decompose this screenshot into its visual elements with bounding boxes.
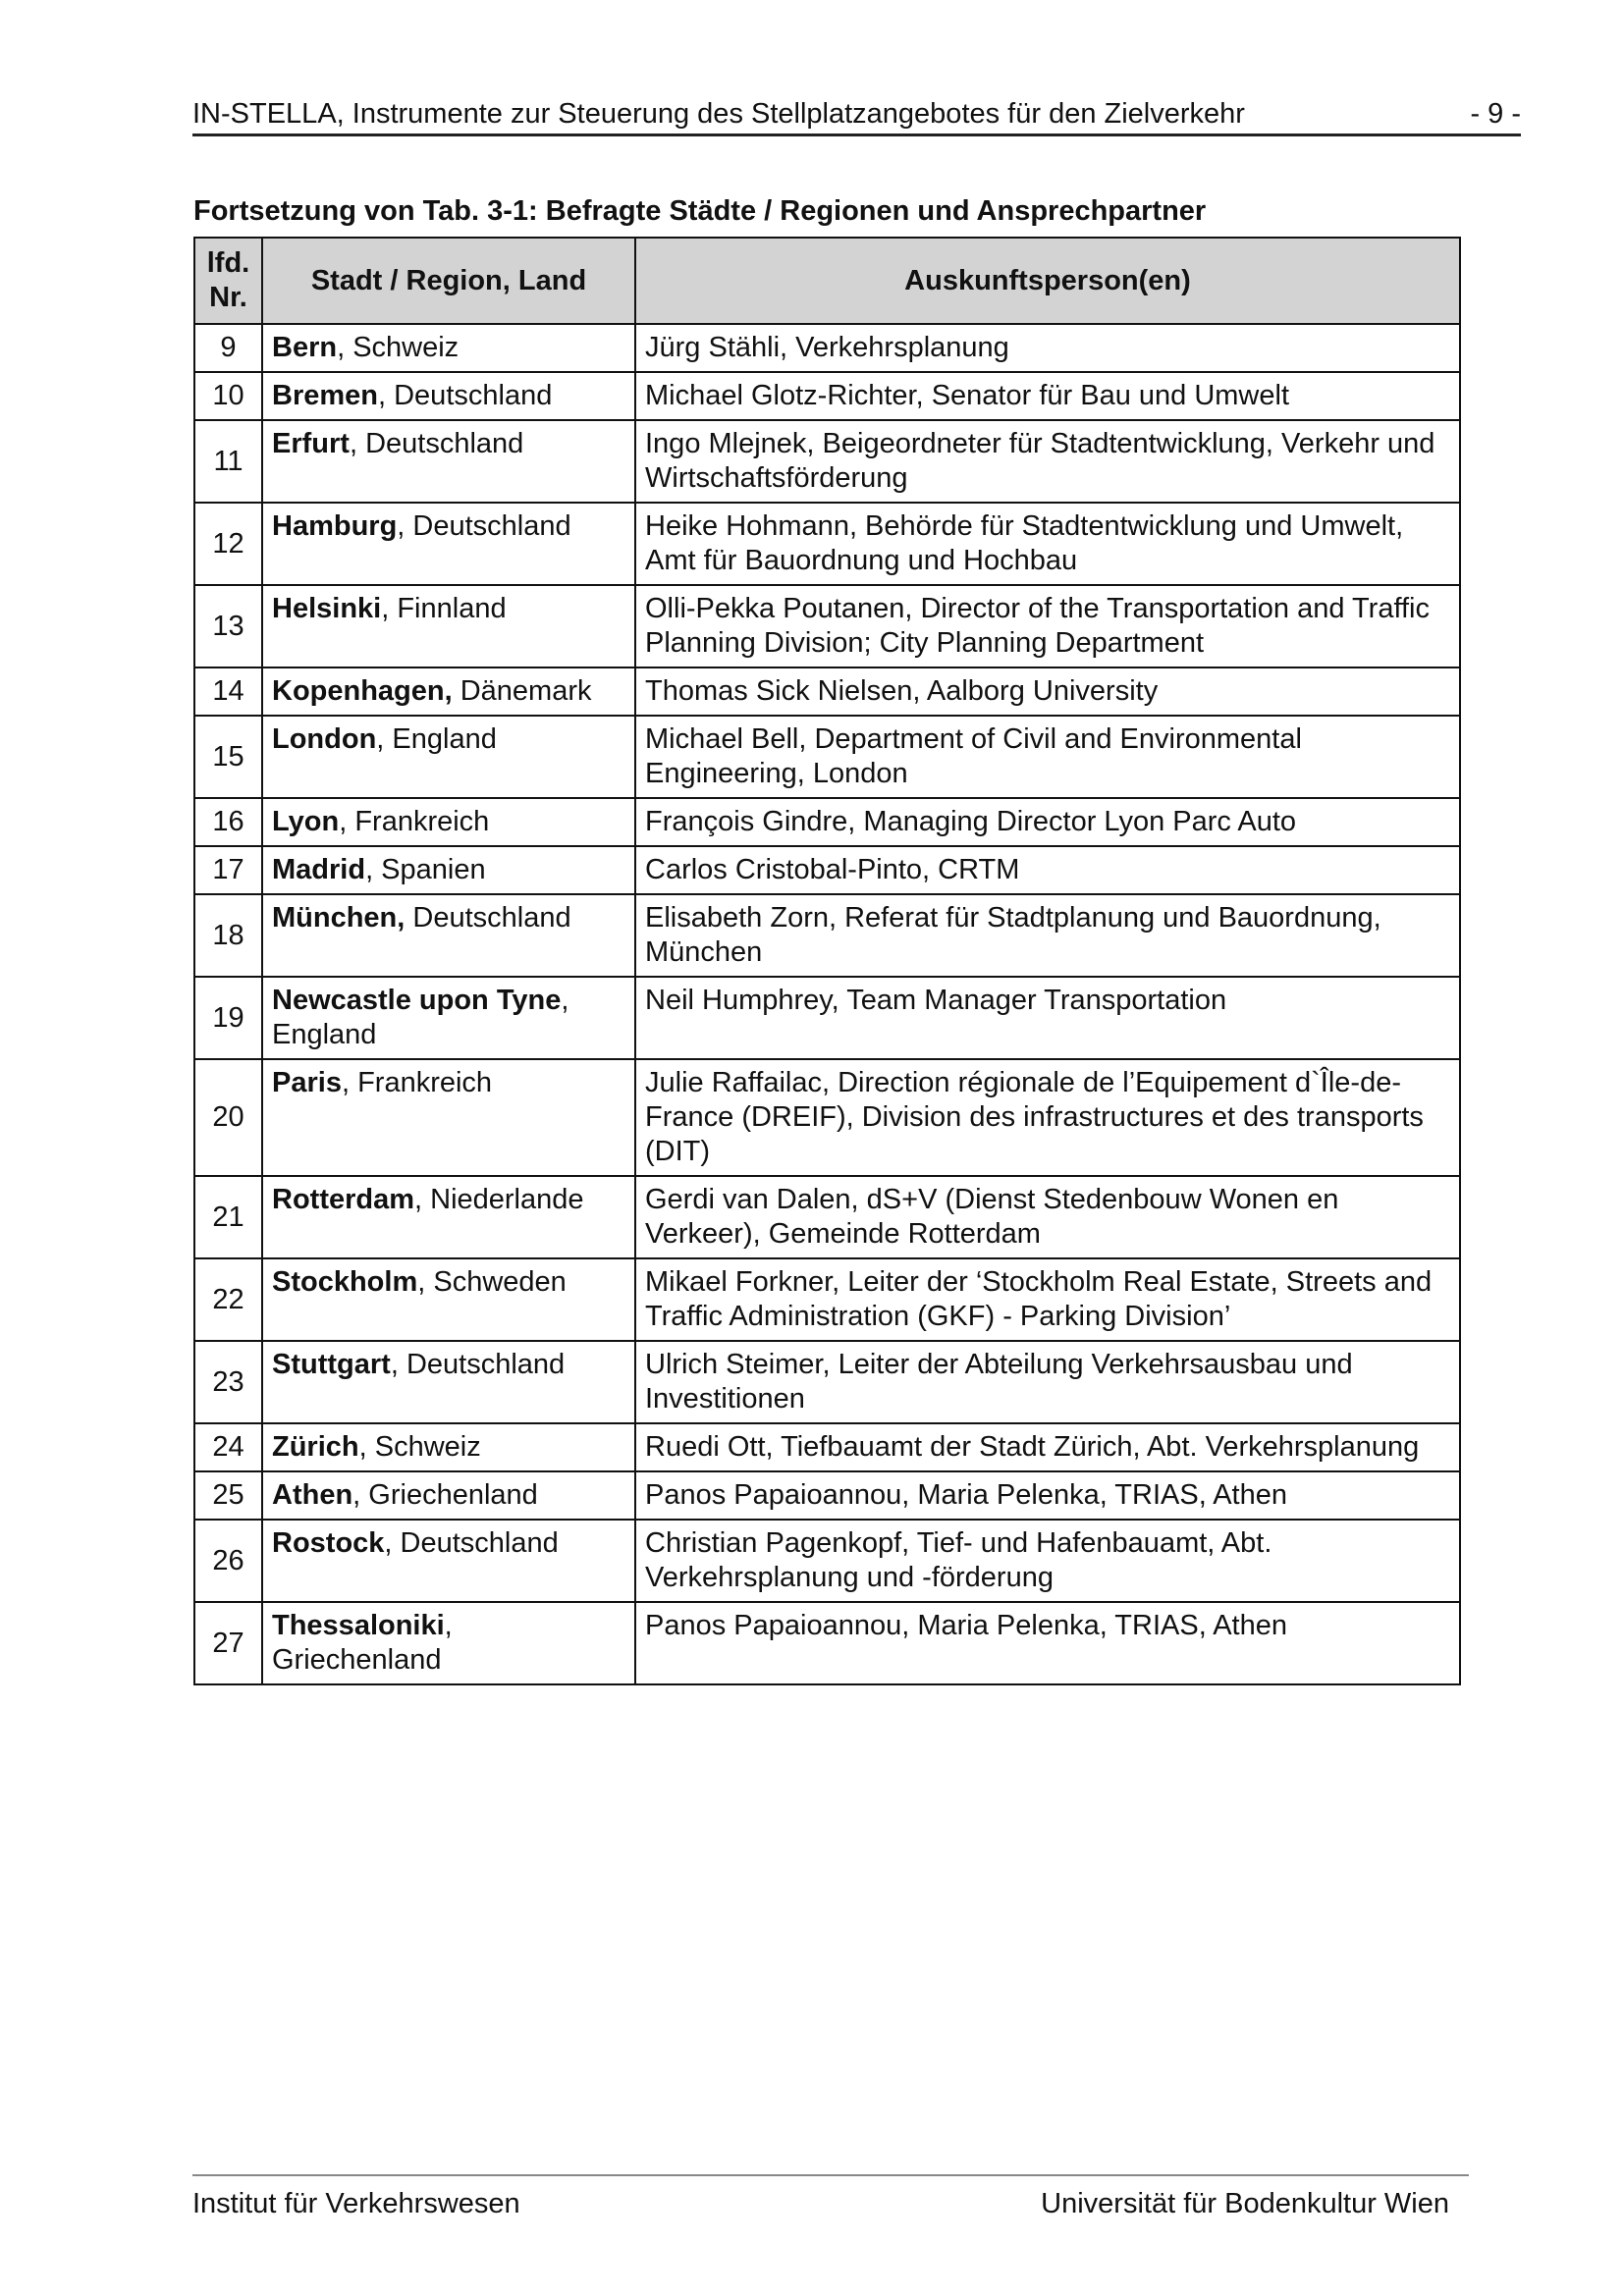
table-row <box>194 1176 1460 1258</box>
table-row <box>194 667 1460 716</box>
country-name: , Frankreich <box>341 1067 493 1098</box>
row-contact: Panos Papaioannou, Maria Pelenka, TRIAS, Athen <box>635 1471 1460 1520</box>
city-name: Madrid <box>272 854 366 885</box>
row-number: 12 <box>194 503 262 585</box>
row-city-cell <box>262 1520 635 1602</box>
row-contact: Elisabeth Zorn, Referat für Stadtplanung und Bauordnung, München <box>635 894 1460 977</box>
row-number: 27 <box>194 1602 262 1684</box>
city-name: Paris <box>272 1067 342 1098</box>
country-name: , Schweiz <box>337 332 460 363</box>
city-name: Athen <box>272 1479 353 1511</box>
table-row <box>194 372 1460 420</box>
row-number: 16 <box>194 798 262 846</box>
row-city-cell <box>262 503 635 585</box>
row-number: 19 <box>194 977 262 1059</box>
row-city-cell <box>262 1258 635 1341</box>
row-city-cell <box>262 716 635 798</box>
header-title: IN-STELLA, Instrumente zur Steuerung des Stellplatzangebotes für den Zielverkehr <box>192 98 1245 130</box>
row-number: 14 <box>194 667 262 716</box>
row-contact: Julie Raffailac, Direction régionale de l’Equipement d`Île-de-France (DREIF), Division des infrastructures et des transports (DIT) <box>635 1059 1460 1176</box>
row-city-cell <box>262 1602 635 1684</box>
city-name: München, <box>272 902 406 934</box>
column-header-nr <box>194 238 262 324</box>
row-number: 23 <box>194 1341 262 1423</box>
row-city-cell <box>262 372 635 420</box>
page-footer <box>192 2174 1469 2219</box>
row-contact: Christian Pagenkopf, Tief- und Hafenbauamt, Abt. Verkehrsplanung und -förderung <box>635 1520 1460 1602</box>
country-name: Deutschland <box>405 902 571 934</box>
city-name: Bern <box>272 332 338 363</box>
row-city-cell <box>262 420 635 503</box>
row-number: 25 <box>194 1471 262 1520</box>
table-row <box>194 1423 1460 1471</box>
country-name: , Finnland <box>381 593 507 624</box>
column-header-city: Stadt / Region, Land <box>262 238 635 324</box>
country-name: , Niederlande <box>414 1184 584 1215</box>
country-name: , England <box>376 723 497 755</box>
footer-institute: Institut für Verkehrswesen <box>192 2188 520 2219</box>
city-name: Kopenhagen, <box>272 675 453 707</box>
table-row <box>194 1258 1460 1341</box>
city-name: Bremen <box>272 380 378 411</box>
row-city-cell <box>262 798 635 846</box>
table-row <box>194 1059 1460 1176</box>
row-contact: Olli-Pekka Poutanen, Director of the Transportation and Traffic Planning Division; City Planning Department <box>635 585 1460 667</box>
column-header-nr-line2: Nr. <box>209 282 247 313</box>
country-name: , Griechenland <box>272 1610 453 1676</box>
row-city-cell <box>262 1471 635 1520</box>
country-name: , Griechenland <box>352 1479 538 1511</box>
city-name: Newcastle upon Tyne <box>272 985 562 1016</box>
row-number: 24 <box>194 1423 262 1471</box>
page-header <box>192 94 1521 136</box>
country-name: , Deutschland <box>378 380 553 411</box>
city-name: Rostock <box>272 1527 385 1559</box>
table-row <box>194 846 1460 894</box>
row-contact: Michael Bell, Department of Civil and Environmental Engineering, London <box>635 716 1460 798</box>
table-row <box>194 585 1460 667</box>
row-city-cell <box>262 324 635 372</box>
city-name: Erfurt <box>272 428 350 459</box>
footer-university: Universität für Bodenkultur Wien <box>1041 2188 1449 2219</box>
row-number: 26 <box>194 1520 262 1602</box>
table-row <box>194 1471 1460 1520</box>
row-contact: Michael Glotz-Richter, Senator für Bau und Umwelt <box>635 372 1460 420</box>
city-name: Zürich <box>272 1431 359 1463</box>
country-name: Dänemark <box>452 675 592 707</box>
row-contact: Ingo Mlejnek, Beigeordneter für Stadtentwicklung, Verkehr und Wirtschaftsförderung <box>635 420 1460 503</box>
country-name: , Spanien <box>365 854 486 885</box>
city-name: Helsinki <box>272 593 382 624</box>
row-city-cell <box>262 846 635 894</box>
table-body <box>194 324 1460 1684</box>
country-name: , Deutschland <box>397 510 571 542</box>
country-name: , Frankreich <box>339 806 490 837</box>
table-row <box>194 1341 1460 1423</box>
city-name: Hamburg <box>272 510 398 542</box>
row-number: 13 <box>194 585 262 667</box>
table-row <box>194 324 1460 372</box>
country-name: , Deutschland <box>349 428 524 459</box>
row-contact: François Gindre, Managing Director Lyon Parc Auto <box>635 798 1460 846</box>
city-name: Rotterdam <box>272 1184 415 1215</box>
row-contact: Thomas Sick Nielsen, Aalborg University <box>635 667 1460 716</box>
row-number: 9 <box>194 324 262 372</box>
country-name: , Schweden <box>417 1266 567 1298</box>
row-city-cell <box>262 1423 635 1471</box>
row-number: 11 <box>194 420 262 503</box>
table-row <box>194 503 1460 585</box>
row-city-cell <box>262 1341 635 1423</box>
table-row <box>194 420 1460 503</box>
table-header-row <box>194 238 1460 324</box>
row-contact: Ruedi Ott, Tiefbauamt der Stadt Zürich, Abt. Verkehrsplanung <box>635 1423 1460 1471</box>
row-contact: Heike Hohmann, Behörde für Stadtentwicklung und Umwelt, Amt für Bauordnung und Hochbau <box>635 503 1460 585</box>
table-row <box>194 798 1460 846</box>
row-number: 18 <box>194 894 262 977</box>
page-number: - 9 - <box>1470 98 1521 130</box>
column-header-contact: Auskunftsperson(en) <box>635 238 1460 324</box>
row-city-cell <box>262 894 635 977</box>
row-number: 20 <box>194 1059 262 1176</box>
city-name: Stuttgart <box>272 1349 391 1380</box>
row-city-cell <box>262 1176 635 1258</box>
table-row <box>194 1520 1460 1602</box>
city-name: London <box>272 723 377 755</box>
row-contact: Gerdi van Dalen, dS+V (Dienst Stedenbouw Wonen en Verkeer), Gemeinde Rotterdam <box>635 1176 1460 1258</box>
country-name: , Deutschland <box>384 1527 559 1559</box>
row-contact: Mikael Forkner, Leiter der ‘Stockholm Real Estate, Streets and Traffic Administration (GKF) - Parking Division’ <box>635 1258 1460 1341</box>
row-city-cell <box>262 977 635 1059</box>
row-number: 10 <box>194 372 262 420</box>
row-contact: Neil Humphrey, Team Manager Transportation <box>635 977 1460 1059</box>
row-number: 22 <box>194 1258 262 1341</box>
table-row <box>194 894 1460 977</box>
row-contact: Carlos Cristobal-Pinto, CRTM <box>635 846 1460 894</box>
row-city-cell <box>262 1059 635 1176</box>
row-contact: Jürg Stähli, Verkehrsplanung <box>635 324 1460 372</box>
row-contact: Panos Papaioannou, Maria Pelenka, TRIAS, Athen <box>635 1602 1460 1684</box>
row-number: 17 <box>194 846 262 894</box>
table-row <box>194 1602 1460 1684</box>
row-contact: Ulrich Steimer, Leiter der Abteilung Verkehrsausbau und Investitionen <box>635 1341 1460 1423</box>
row-number: 21 <box>194 1176 262 1258</box>
city-name: Stockholm <box>272 1266 418 1298</box>
table-row <box>194 716 1460 798</box>
city-name: Thessaloniki <box>272 1610 445 1641</box>
row-city-cell <box>262 667 635 716</box>
row-number: 15 <box>194 716 262 798</box>
country-name: , Deutschland <box>390 1349 566 1380</box>
country-name: , Schweiz <box>358 1431 481 1463</box>
city-name: Lyon <box>272 806 340 837</box>
row-city-cell <box>262 585 635 667</box>
table-caption: Fortsetzung von Tab. 3-1: Befragte Städte / Regionen und Ansprechpartner <box>193 195 1207 227</box>
contacts-table <box>193 237 1461 1685</box>
column-header-nr-line1: lfd. <box>206 247 250 279</box>
table-row <box>194 977 1460 1059</box>
country-name: , England <box>272 985 569 1050</box>
